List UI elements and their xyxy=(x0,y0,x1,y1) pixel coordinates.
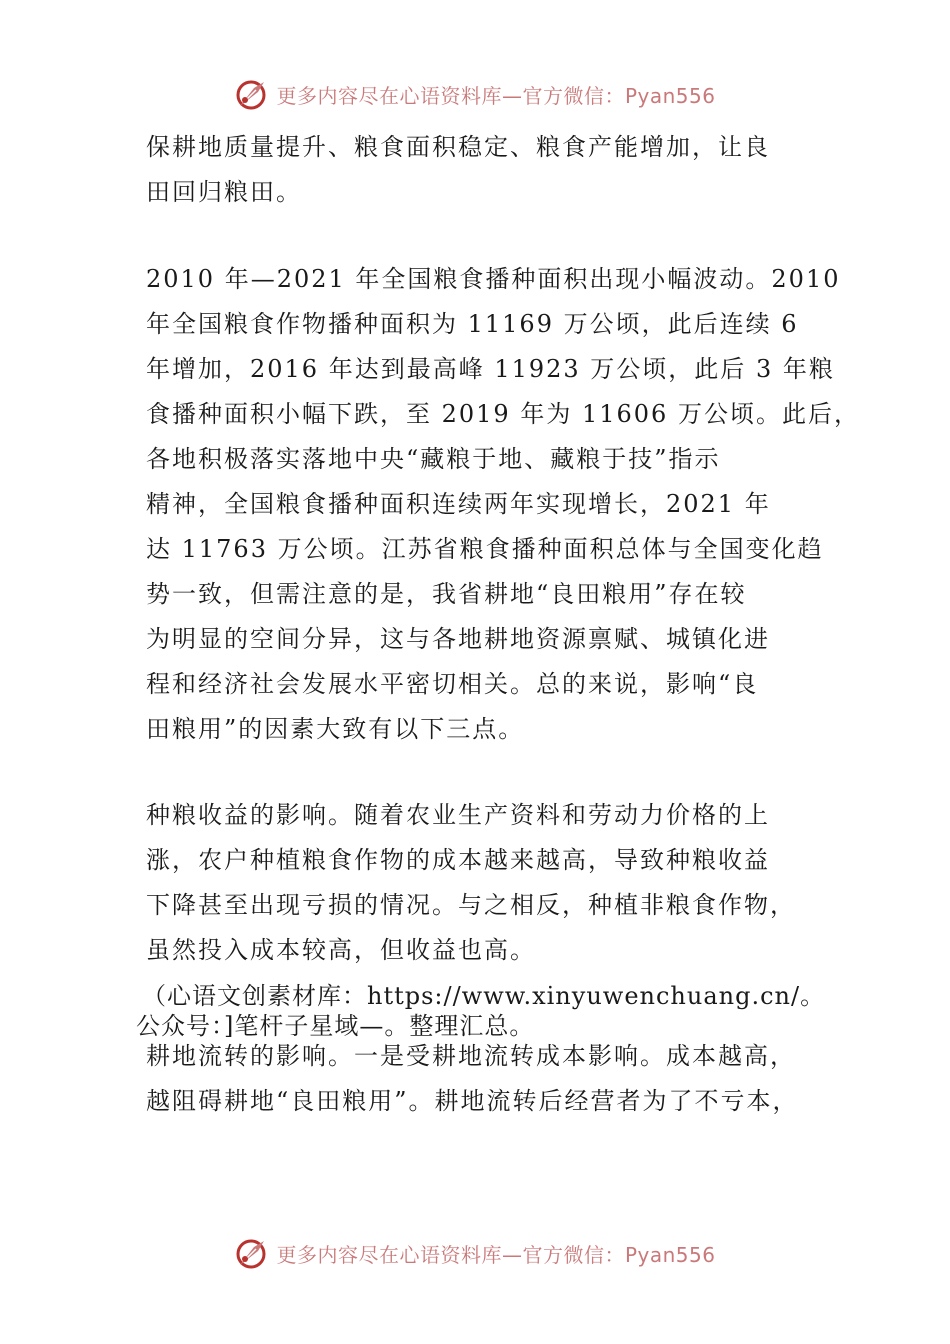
paragraph-1 xyxy=(146,125,816,215)
text-line: 年全国粮食作物播种面积为 11169 万公顷，此后连续 6 xyxy=(146,310,799,338)
text-line: 种粮收益的影响。随着农业生产资料和劳动力价格的上 xyxy=(146,801,770,829)
text-line: 越阻碍耕地“良田粮用”。耕地流转后经营者为了不亏本， xyxy=(146,1087,799,1115)
text-line: 耕地流转的影响。一是受耕地流转成本影响。成本越高， xyxy=(146,1042,796,1070)
text-line: 精神，全国粮食播种面积连续两年实现增长，2021 年 xyxy=(146,490,771,518)
paragraph-3 xyxy=(146,793,816,973)
text-line: 为明显的空间分异，这与各地耕地资源禀赋、城镇化进 xyxy=(146,625,770,653)
header-watermark-banner xyxy=(0,74,950,114)
footer-watermark-banner xyxy=(0,1233,950,1273)
watermark-text: 更多内容尽在心语资料库—官方微信：Pyan556 xyxy=(276,1242,716,1267)
text-line: 达 11763 万公顷。江苏省粮食播种面积总体与全国变化趋 xyxy=(146,535,824,563)
text-line: 田粮用”的因素大致有以下三点。 xyxy=(146,715,525,743)
text-line: 2010 年—2021 年全国粮食播种面积出现小幅波动。2010 xyxy=(146,265,841,293)
source-note-line-1: （心语文创素材库：https://www.xinyuwenchuang.cn/。 xyxy=(142,982,826,1010)
text-line: 程和经济社会发展水平密切相关。总的来说，影响“良 xyxy=(146,670,759,698)
text-line: 各地积极落实落地中央“藏粮于地、藏粮于技”指示 xyxy=(146,445,721,473)
text-line: 势一致，但需注意的是，我省耕地“良田粮用”存在较 xyxy=(146,580,747,608)
text-line: 虽然投入成本较高，但收益也高。 xyxy=(146,936,536,964)
source-note-line-2: 公众号：]笔杆子星域—。整理汇总。 xyxy=(136,1012,535,1040)
text-line: 食播种面积小幅下跌，至 2019 年为 11606 万公顷。此后， xyxy=(146,400,860,428)
text-line: 涨，农户种植粮食作物的成本越来越高，导致种粮收益 xyxy=(146,846,770,874)
text-line: 下降甚至出现亏损的情况。与之相反，种植非粮食作物， xyxy=(146,891,796,919)
text-line: 田回归粮田。 xyxy=(146,178,302,206)
pen-nib-logo-icon xyxy=(234,1235,270,1271)
pen-nib-logo-icon xyxy=(234,76,270,112)
text-line: 保耕地质量提升、粮食面积稳定、粮食产能增加，让良 xyxy=(146,133,770,161)
paragraph-4 xyxy=(146,1034,816,1124)
watermark-text: 更多内容尽在心语资料库—官方微信：Pyan556 xyxy=(276,83,716,108)
text-line: 年增加，2016 年达到最高峰 11923 万公顷，此后 3 年粮 xyxy=(146,355,835,383)
paragraph-2 xyxy=(146,257,860,752)
